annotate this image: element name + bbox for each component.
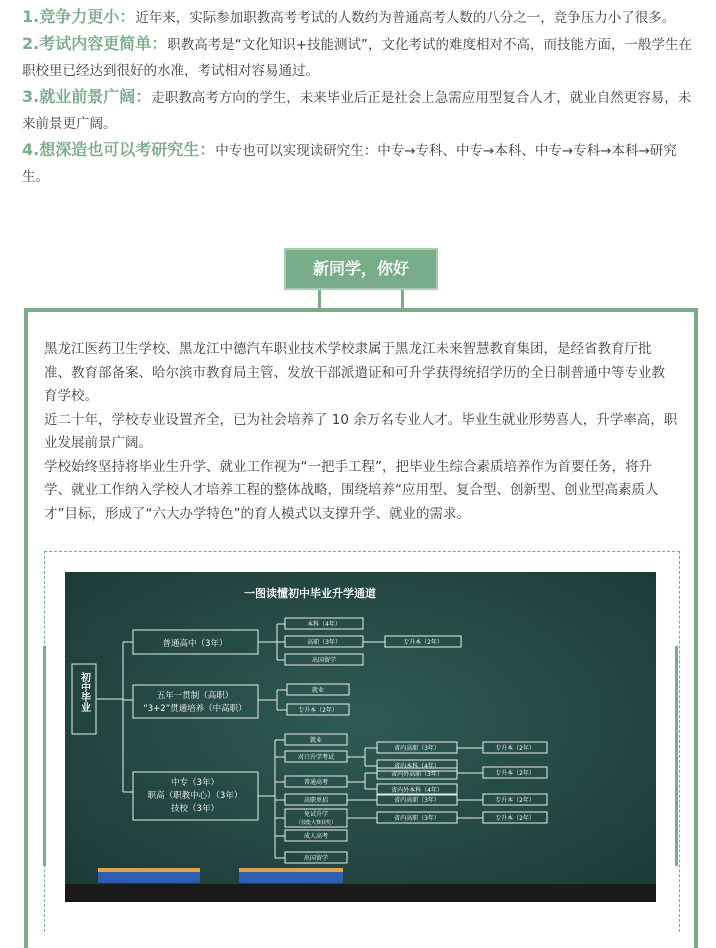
b1-child: 本科（4年）: [307, 621, 341, 628]
b3-child: 高职单招: [303, 797, 329, 804]
b3-mid: 省内高职（3年）: [394, 797, 440, 804]
eraser-left-top: [98, 868, 200, 872]
advantage-heading: 4.想深造也可以考研究生：: [22, 140, 216, 159]
b3-end: 专升本（2年）: [495, 815, 535, 822]
b1-child: 出国留学: [311, 657, 337, 664]
image-frame-bar-left: [43, 646, 46, 866]
b3-end: 专升本（2年）: [495, 797, 535, 804]
advantage-text: 近年来，实际参加职教高考考试的人数约为普通高考人数的八分之一，竞争压力小了很多。: [135, 10, 676, 26]
chalkboard-diagram: [65, 572, 656, 902]
b3-child: 成人高考: [303, 833, 329, 840]
chalkboard-bg: [65, 572, 656, 902]
advantage-text: 中专也可以实现读研究生：中专→专科、中专→本科、中专→专科→本科→研究生。: [22, 143, 677, 185]
advantage-item: [22, 137, 698, 190]
b3-mid: 省内高职（3年）: [394, 745, 440, 752]
chalk-tray: [65, 884, 656, 902]
image-frame-bar-right: [675, 646, 678, 866]
banner-title: 新同学，你好: [284, 248, 438, 290]
advantage-text: 职教高考是“文化知识+技能测试”，文化考试的难度相对不高，而技能方面，一般学生在职校里已经达到很好的水准，考试相对容易通过。: [22, 37, 693, 79]
b3-child: 免试升学: [303, 811, 329, 818]
advantage-heading: 2.考试内容更简单：: [22, 34, 168, 53]
advantage-item: [22, 84, 698, 137]
intro-paragraph: 近二十年，学校专业设置齐全，已为社会培养了 10 余万名专业人才。毕业生就业形势喜人，升学率高，职业发展前景广阔。: [44, 411, 678, 451]
advantage-item: [22, 4, 698, 31]
advantage-text: 走职教高考方向的学生，未来毕业后正是社会上急需应用型复合人才，就业自然更容易，未来前景更广阔。: [22, 90, 692, 132]
branch3-label2: 职高（职教中心）（3年）: [147, 791, 243, 801]
advantages-list: [22, 4, 698, 190]
b1-child: 高职（3年）: [307, 639, 341, 646]
section-banner: [284, 248, 438, 306]
intro-paragraph: 黑龙江医药卫生学校、黑龙江中德汽车职业技术学校隶属于黑龙江未来智慧教育集团，是经省教育厅批准、教育部备案、哈尔滨市教育局主管、发放干部派遣证和可升学获得统招学历的全日制普通中等专业教育学校。: [44, 341, 665, 404]
b1-sub: 专升本（2年）: [403, 639, 443, 646]
b3-child: 普通高考: [303, 779, 329, 786]
banner-post-right: [401, 290, 404, 310]
b3-mid: 省内外本科（4年）: [391, 787, 443, 794]
eraser-right-top: [239, 868, 343, 872]
b3-end: 专升本（2年）: [495, 770, 535, 777]
branch3-label1: 中专（3年）: [171, 778, 219, 788]
b2-child: 专升本（2年）: [298, 707, 338, 714]
b3-mid: 省内高职（3年）: [394, 815, 440, 822]
b3-child: 出国留学: [303, 855, 329, 862]
b3-child: 对口升学考试: [297, 754, 335, 761]
b3-mid: 省内外高职（3年）: [391, 771, 443, 778]
b3-child: 就业: [309, 737, 323, 744]
intro-text: [44, 338, 678, 526]
branch3-label3: 技校（3年）: [171, 804, 219, 814]
b3-child: （技能大赛获奖）: [295, 820, 337, 826]
advantage-heading: 3.就业前景广阔：: [22, 87, 152, 106]
b3-end: 专升本（2年）: [495, 745, 535, 752]
banner-post-left: [318, 290, 321, 310]
advantage-item: [22, 31, 698, 84]
intro-paragraph: 学校始终坚持将毕业生升学、就业工作视为“一把手工程”，把毕业生综合素质培养作为首要任务，将升学、就业工作纳入学校人才培养工程的整体战略，围绕培养“应用型、复合型、创新型、创业型高素质人才”目标，形成了“六大办学特色”的育人模式以支撑升学、就业的需求。: [44, 458, 659, 522]
branch2-label1: 五年一贯制（高职）: [156, 691, 234, 701]
diagram-title: 一图读懂初中毕业升学通道: [244, 587, 376, 600]
b2-child: 就业: [311, 687, 325, 694]
branch1-label: 普通高中（3年）: [162, 639, 228, 649]
b3-mid: 省内本科（4年）: [394, 763, 440, 770]
root-label: 初中毕业: [78, 672, 90, 712]
branch2-label2: “3+2”贯通培养（中高职）: [143, 704, 247, 714]
advantage-heading: 1.竞争力更小：: [22, 7, 136, 26]
